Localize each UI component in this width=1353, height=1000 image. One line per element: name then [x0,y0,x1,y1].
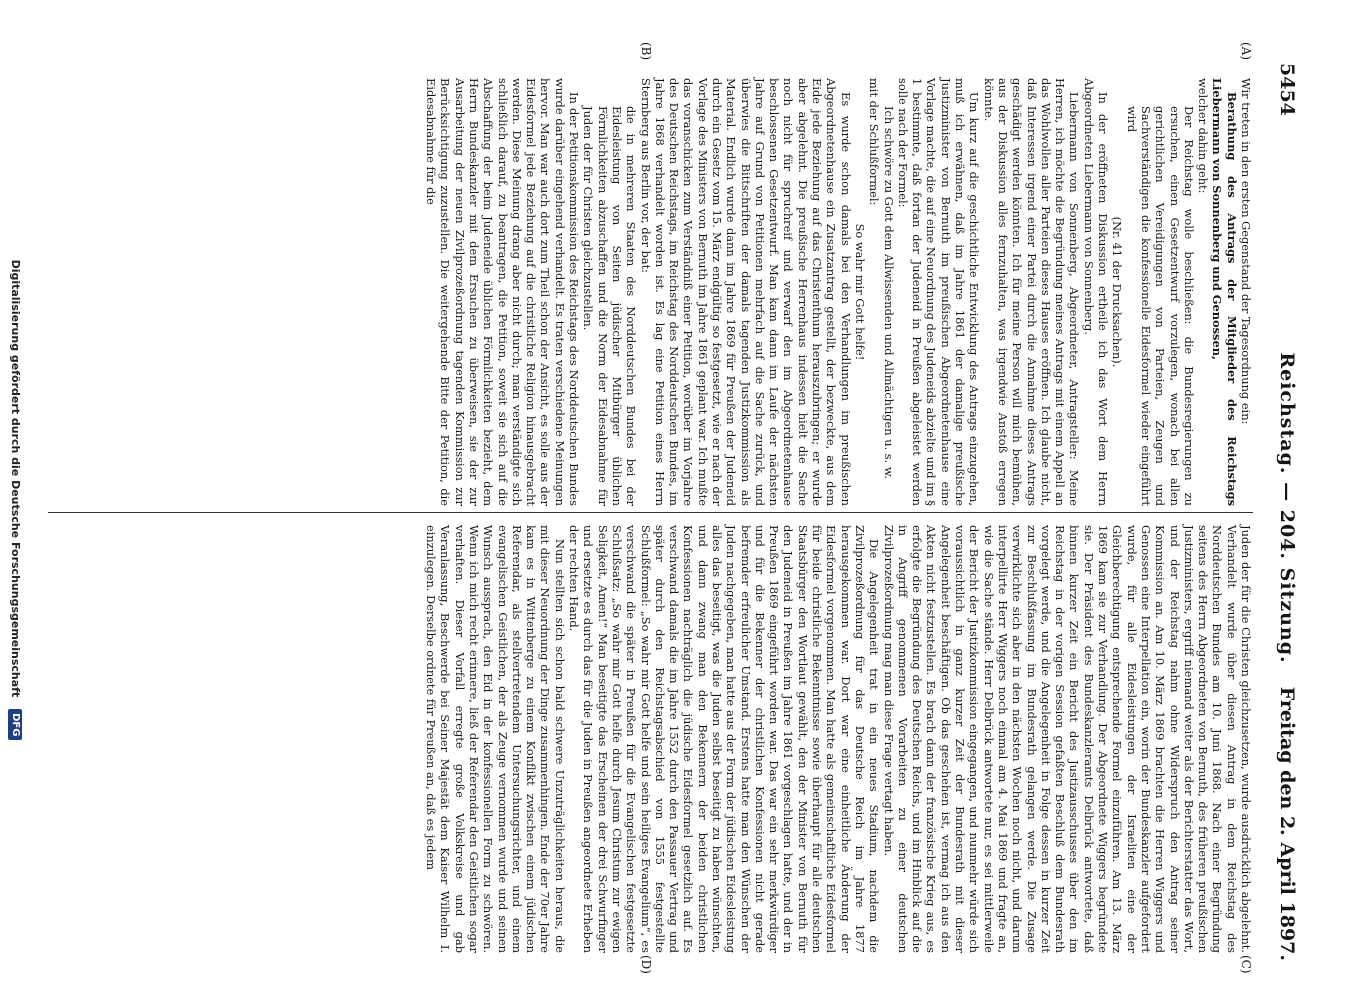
session-title: Reichstag. — 204. Sitzung. [1276,352,1298,664]
paragraph: Ich schwöre zu Gott dem Allwissenden und Allmächtigen u. s. w. [881,106,896,479]
paragraph: Nun stellten sich schon bald schwere Unzuträglichkeiten heraus, die mit dieser Neuordnung der Dinge zusammenhingen. Ende der 70er Jahre kam es in Wittenberge zu einem Konflikt zwischen einem jüdischen Referendar, als stellvertretendem Untersuchungsrichter, und einem evangelischen Geistlichen, der als Zeuge vernommen wurde und seinen Wunsch aussprach, den Eid in der konfessionellen Form zu schwören. Wenn ich mich recht erinnere, ließ der Referendar den Geistlichen sogar verhaften. Dieser Vorfall erregte große Volkskreise und gab Veranlassung, Beschwerde bei Seiner Majestät dem Kaiser Wilhelm I. einzulegen. Derselbe ordnete für Preußen an, daß es jedem [424,525,567,953]
paragraph: mit der Schlußformel: [867,78,882,206]
paragraph: Um kurz auf die geschichtliche Entwicklung des Antrags einzugehen, muß ich erwähnen, daß im Jahre 1861 der damalige preußische Justizminister von Bernuth im preußischen Abgeordnetenhause eine Vorlage machte, die auf eine Neuordnung des Judeneids abzielte und im § 1 bestimmte, daß fortan der Judeneid in Preußen abgeleistet werden solle nach der Formel: [895,78,982,506]
session-date: Freitag den 2. April 1897. [1276,686,1298,961]
left-text-column [424,78,1253,506]
column-divider [48,512,1253,513]
paragraph: (Nr. 41 der Drucksachen). [1110,216,1125,368]
paragraph: Die Angelegenheit trat in ein neues Stadium, nachdem die Zivilprozeßordnung für das Deutsche Reich im Jahre 1877 herausgekommen war. Dort war eine einheitliche Änderung der Eidesformel vorgenommen. Man hatte als gemeinschaftliche Eidesformel für beide christliche Bekenntnisse sowie überhaupt für alle deutschen Staatsbürger den Wortlaut gewählt, den der Minister von Bernuth für den Judeneid in Preußen im Jahre 1861 vorgeschlagen hatte, und der in Preußen 1869 eingeführt worden war. Das war ein sehr merkwürdiger und für die Bekenner der christlichen Konfessionen nicht gerade befremder erfreulicher Umstand. Erstens hatte man den Wünschen der Juden nachgegeben, man hatte aus der Form der jüdischen Eidesleistung alles das beseitigt, was die Juden selbst beseitigt zu haben wünschten, und dann zwang man den Bekennern der beiden christlichen Konfessionen nachträglich die jüdische Eidesformel gesetzlich auf. Es verschwand damals die im Jahre 1552 durch den Passauer Vertrag und später durch den Reichstagsabschied von 1555 festgestellte Schlußformel: „So wahr mir Gott helfe und sein heiliges Evangelium“, es verschwand die später in Preußen für die Evangelischen festgesetzte Schlußsatz: „So wahr mir Gott helfe durch Jesum Christum zur ewigen Seligkeit, Amen!“ Man beseitigte das Erscheinen der drei Schwurfinger und ersetzte es durch das für die Juden in Preußen angeordnete Erheben der rechten Hand. [567,525,882,953]
paragraph: Es wurde schon damals bei den Verhandlungen im preußischen Abgeordnetenhause ein Zusatzantrag gestellt, der bezweckte, aus dem Eide jede Beziehung auf das Christenthum herauszubringen; er wurde aber abgelehnt. Die preußische Herrenhaus indessen hielt die Sache noch nicht für spruchreif und verwarf den im Abgeordnetenhause beschlossenen Gesetzentwurf. Man kam dann im Laufe der nächsten Jahre auf Grund von Petitionen mehrfach auf die Sache zurück, und überwies die Bittschriften der damals tagenden Justizkommission als Material. Endlich wurde dann im Jahre 1869 für Preußen der Judeneid durch ein Gesetz vom 15. März endgültig so festgesetzt, wie er nach der Vorlage des Ministers von Bernuth im Jahre 1861 geplant war. Ich mußte das voranschicken zum Verständniß einer Petition, worüber im Vorjahre des Deutschen Reichstags, im Reichstag des Norddeutschen Bundes, im Jahre 1868 verhandelt worden ist. Es lag eine Petition eines Herrn Sternberg aus Berlin vor, der bat: [638,78,853,506]
page-header [1272,55,1298,961]
paragraph: In der eröffneten Diskussion ertheile ich das Wort dem Herrn Abgeordneten Liebermann von Sonnenberg. [1081,78,1111,506]
page-number: 5454 [1276,63,1298,116]
digitization-footer [4,0,26,1000]
paragraph: welcher dahin geht: [1196,78,1211,194]
dfg-logo: DFG [8,709,22,740]
footer-text: Digitalisierung gefördert durch die Deutsche Forschungsgemeinschaft [9,259,22,698]
right-text-column [424,525,1253,953]
paragraph: So wahr mir Gott helfe! [852,223,867,361]
margin-letter-d: (D) [639,955,653,974]
paragraph: die in mehreren Staaten des Norddeutschen Bundes bei der Eidesleistung von Seiten jüdischer Mitbürger üblichen Förmlichkeiten abzuschaffen und die Norm der Eidesabnahme für Juden der für Christen gleichzustellen. [581,106,639,506]
paragraph: Wir treten in den ersten Gegenstand der Tagesordnung ein: [1239,78,1253,425]
paragraph: Juden der für die Christen gleichzusetzen, wurde ausdrücklich abgelehnt. Verhandelt wurde über diesen Antrag in dem Reichstag des Norddeutschen Bundes am 10. Juni 1868. Nach einer Begründung seitens des Herrn Abgeordneten von Bernuth, des früheren preußischen Justizministers, ergriff niemand weiter als der Berichterstatter das Wort, und der Reichstag nahm ohne Widerspruch den Antrag seiner Kommission an. Am 10. März 1869 brachten die Herren Wiggers und Genossen eine Interpellation ein, worin der Bundeskanzler aufgefordert wurde, für alle Eidesleistungen der Israeliten eine der Gleichberechtigung entsprechende Formel einzuführen. Am 13. März 1869 kam sie zur Verhandlung. Der Abgeordnete Wiggers begründete sie. Der Präsident des Bundeskanzleramts Delbrück antwortete, daß binnen kurzer Zeit ein Bericht des Justizausschusses über den im Reichstag in der vorigen Session gefaßten Beschluß dem Bundesrath vorgelegt werde, und die Angelegenheit in Folge dessen in kurzer Zeit zur Beschlußfassung im Bundesrath gelangen werde. Die Zusage verwirklichte sich aber in den nächsten Wochen noch nicht, und darum interpellirte Herr Wiggers noch einmal am 4. Mai 1869 und fragte an, wie die Sache stände. Herr Delbrück antwortete nur, es sei mittlerweile der Bericht der Justizkommission eingegangen, und nunmehr würde sich voraussichtlich in ganz kurzer Zeit der Bundesrath mit dieser Angelegenheit beschäftigen. Ob das geschehen ist, vermag ich aus den Akten nicht festzustellen. Es brach dann der französische Krieg aus, es erfolgte die Begründung des Deutschen Reichs, und im Hinblick auf die in Angriff genommenen Vorarbeiten zu einer deutschen Zivilprozeßordnung mag man diese Frage vertagt haben. [881,525,1253,953]
margin-letter-b: (B) [639,42,653,61]
paragraph: Berathung des Antrags der Mitglieder des Reichstags Liebermann von Sonnenberg und Genossen, [1210,78,1239,506]
margin-letter-a: (A) [1239,42,1253,61]
paragraph: Liebermann von Sonnenberg, Abgeordneter, Antragsteller: Meine Herren, ich möchte die Begründung meines Antrags mit einem Appell an das Wohlwollen aller Parteien dieses Hauses eröffnen. Ich glaube nicht, daß Interessen irgend einer Partei durch die Annahme dieses Antrags geschädigt werden könnten. Ich für meine Person will mich bemühen, aus der Diskussion alles fernzuhalten, was irgendwie Anstoß erregen könnte. [981,78,1082,506]
margin-letter-c: (C) [1239,955,1253,974]
paragraph: Der Reichstag wolle beschließen: die Bundesregierungen zu ersuchen, einen Gesetzentwurf vorzulegen, wonach bei allen gerichtlichen Vereidigungen von Parteien, Zeugen und Sachverständigen die konfessionelle Eidesformel wieder eingeführt wird [1124,106,1196,506]
paragraph: In der Petitionskommission des Reichstags des Norddeutschen Bundes wurde darüber eingehend verhandelt. Es traten verschiedene Meinungen hervor. Man war auch dort zum Theil schon der Ansicht, es solle aus der Eidesformel jede Beziehung auf die christliche Religion hinausgebracht werden. Diese Meinung drang aber nicht durch; man verständigte sich schließlich darauf, zu beantragen, die Petition, soweit sie sich auf die Abschaffung der beim Judeneide üblichen Förmlichkeiten bezieht, dem Herrn Bundeskanzler mit dem Ersuchen zu überweisen, sie der zur Ausarbeitung der neuen Zivilprozeßordnung tagenden Kommission zur Berücksichtigung zuzustellen. Die weitergehende Bitte der Petition, die Eidesabnahme für die [424,78,582,506]
